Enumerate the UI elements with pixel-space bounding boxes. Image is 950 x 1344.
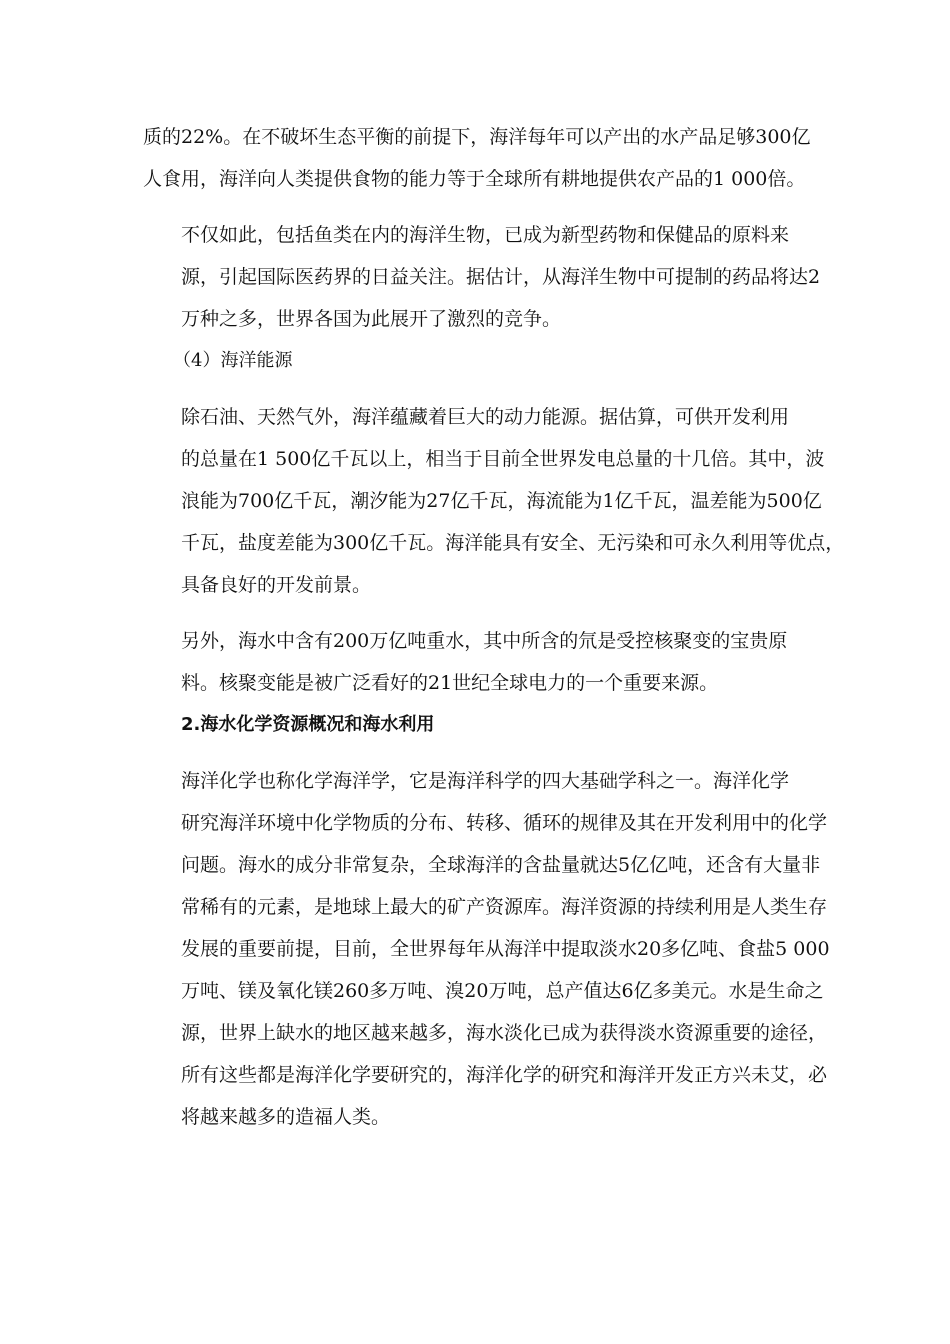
subheading-ocean-energy: （4）海洋能源: [173, 350, 293, 371]
paragraph-ocean-chemistry: [143, 760, 830, 1138]
paragraph-ocean-energy: [143, 396, 845, 606]
text-line: 研究海洋环境中化学物质的分布、转移、循环的规律及其在开发利用中的化学: [181, 812, 828, 834]
text-line: 另外，海水中含有200万亿吨重水，其中所含的氘是受控核聚变的宝贵原: [181, 630, 788, 652]
text-line: 人食用，海洋向人类提供食物的能力等于全球所有耕地提供农产品的1 000倍。: [143, 168, 806, 190]
text-line: 万吨、镁及氧化镁260多万吨、溴20万吨，总产值达6亿多美元。水是生命之: [181, 980, 824, 1002]
paragraph-ocean-medicine: [143, 214, 823, 340]
text-line: 常稀有的元素，是地球上最大的矿产资源库。海洋资源的持续利用是人类生存: [181, 896, 828, 918]
text-line: 所有这些都是海洋化学要研究的，海洋化学的研究和海洋开发正方兴未艾，必: [181, 1064, 828, 1086]
section-title-seawater-chemistry: 2.海水化学资源概况和海水利用: [181, 714, 435, 735]
text-line: 不仅如此，包括鱼类在内的海洋生物，已成为新型药物和保健品的原料来: [181, 224, 790, 246]
text-line: 问题。海水的成分非常复杂，全球海洋的含盐量就达5亿亿吨，还含有大量非: [181, 854, 821, 876]
text-line: 千瓦，盐度差能为300亿千瓦。海洋能具有安全、无污染和可永久利用等优点，: [181, 532, 845, 554]
text-line: 质的22%。在不破坏生态平衡的前提下，海洋每年可以产出的水产品足够300亿: [143, 126, 811, 148]
text-line: 的总量在1 500亿千瓦以上，相当于目前全世界发电总量的十几倍。其中，波: [181, 448, 825, 470]
text-line: 海洋化学也称化学海洋学，它是海洋科学的四大基础学科之一。海洋化学: [181, 770, 790, 792]
document-page: [143, 116, 845, 1138]
text-line: 源，世界上缺水的地区越来越多，海水淡化已成为获得淡水资源重要的途径，: [181, 1022, 828, 1044]
text-line: 源，引起国际医药界的日益关注。据估计，从海洋生物中可提制的药品将达2: [181, 266, 821, 288]
text-line: 除石油、天然气外，海洋蕴藏着巨大的动力能源。据估算，可供开发利用: [181, 406, 790, 428]
text-line: 浪能为700亿千瓦，潮汐能为27亿千瓦，海流能为1亿千瓦，温差能为500亿: [181, 490, 822, 512]
text-line: 发展的重要前提，目前，全世界每年从海洋中提取淡水20多亿吨、食盐5 000: [181, 938, 830, 960]
text-line: 料。核聚变能是被广泛看好的21世纪全球电力的一个重要来源。: [181, 672, 719, 694]
text-line: 万种之多，世界各国为此展开了激烈的竞争。: [181, 308, 562, 330]
paragraph-heavy-water: [143, 620, 823, 704]
text-line: 将越来越多的造福人类。: [181, 1106, 391, 1128]
text-line: 具备良好的开发前景。: [181, 574, 372, 596]
paragraph-ocean-food: [143, 116, 823, 200]
